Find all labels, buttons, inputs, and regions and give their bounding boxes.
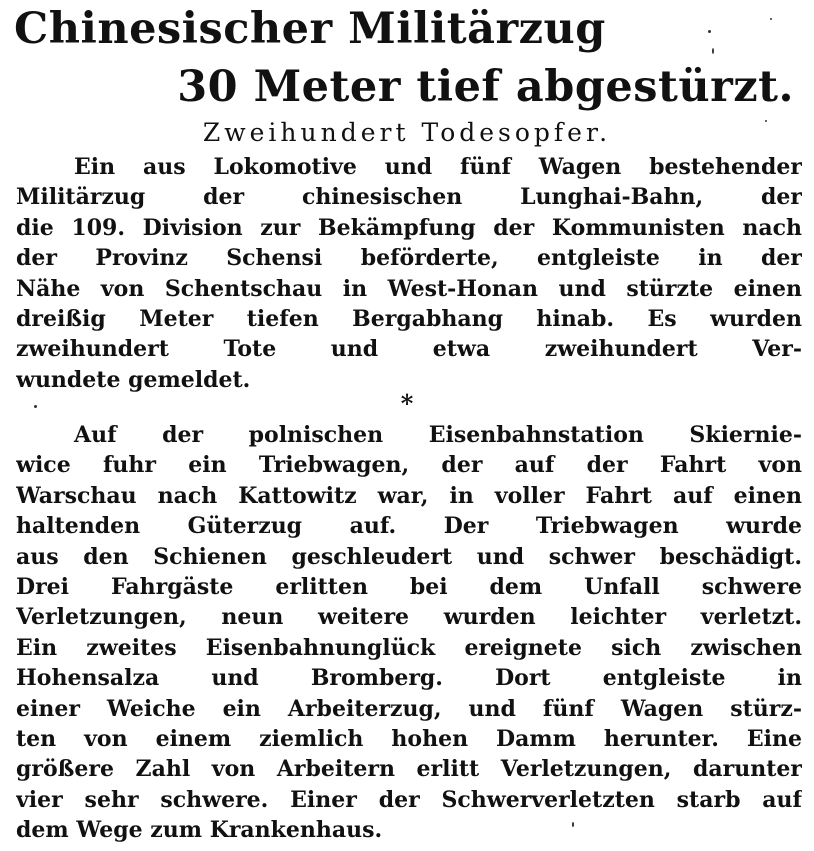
article-paragraph-2 bbox=[16, 420, 802, 846]
article-2-line: Auf der polnischen Eisenbahnstation Skiernie- bbox=[74, 422, 802, 448]
article-1-line: Militärzug der chinesischen Lunghai-Bahn, der bbox=[16, 184, 802, 211]
article-2-line: Verletzungen, neun weitere wurden leichter verletzt. bbox=[16, 604, 802, 631]
headline-line-1: Chinesischer Militärzug bbox=[14, 4, 606, 54]
article-1-line: Ein aus Lokomotive und fünf Wagen bestehender bbox=[74, 154, 802, 180]
article-2-line: Drei Fahrgäste erlitten bei dem Unfall schwere bbox=[16, 574, 802, 601]
article-2-line: haltenden Güterzug auf. Der Triebwagen wurde bbox=[16, 513, 802, 540]
article-2-line: ten von einem ziemlich hohen Damm herunter. Eine bbox=[16, 726, 802, 753]
article-1-line: Nähe von Schentschau in West-Honan und stürzte einen bbox=[16, 275, 802, 302]
subheading: Zweihundert Todesopfer. bbox=[202, 118, 612, 147]
print-speck bbox=[712, 48, 714, 54]
print-speck bbox=[765, 120, 767, 122]
article-2-line: dem Wege zum Krankenhaus. bbox=[16, 817, 383, 844]
print-speck bbox=[770, 18, 772, 20]
article-2-line: einer Weiche ein Arbeiterzug, und fünf Wagen stürz- bbox=[16, 695, 802, 722]
headline-line-2: 30 Meter tief abgestürzt. bbox=[177, 62, 794, 112]
article-paragraph-1 bbox=[16, 152, 802, 395]
article-1-line: die 109. Division zur Bekämpfung der Kommunisten nach bbox=[16, 214, 802, 241]
article-2-line: Hohensalza und Bromberg. Dort entgleiste in bbox=[16, 665, 802, 692]
article-2-line: aus den Schienen geschleudert und schwer beschädigt. bbox=[16, 543, 802, 570]
print-speck bbox=[572, 822, 574, 827]
article-2-line: Warschau nach Kattowitz war, in voller Fahrt auf einen bbox=[16, 482, 802, 509]
article-2-line: wice fuhr ein Triebwagen, der auf der Fahrt von bbox=[16, 452, 802, 479]
article-1-line: zweihundert Tote und etwa zweihundert Ver- bbox=[16, 336, 802, 363]
asterisk-separator: * bbox=[400, 389, 414, 418]
print-speck bbox=[34, 405, 37, 408]
article-1-line: der Provinz Schensi beförderte, entgleiste in der bbox=[16, 245, 802, 272]
article-2-line: Ein zweites Eisenbahnunglück ereignete sich zwischen bbox=[16, 634, 802, 661]
print-speck bbox=[708, 30, 711, 33]
article-2-line: vier sehr schwere. Einer der Schwerverletzten starb auf bbox=[16, 786, 802, 813]
article-1-line: dreißig Meter tiefen Bergabhang hinab. Es wurden bbox=[16, 306, 802, 333]
article-2-line: größere Zahl von Arbeitern erlitt Verletzungen, darunter bbox=[16, 756, 802, 783]
article-1-line: wundete gemeldet. bbox=[16, 366, 251, 393]
